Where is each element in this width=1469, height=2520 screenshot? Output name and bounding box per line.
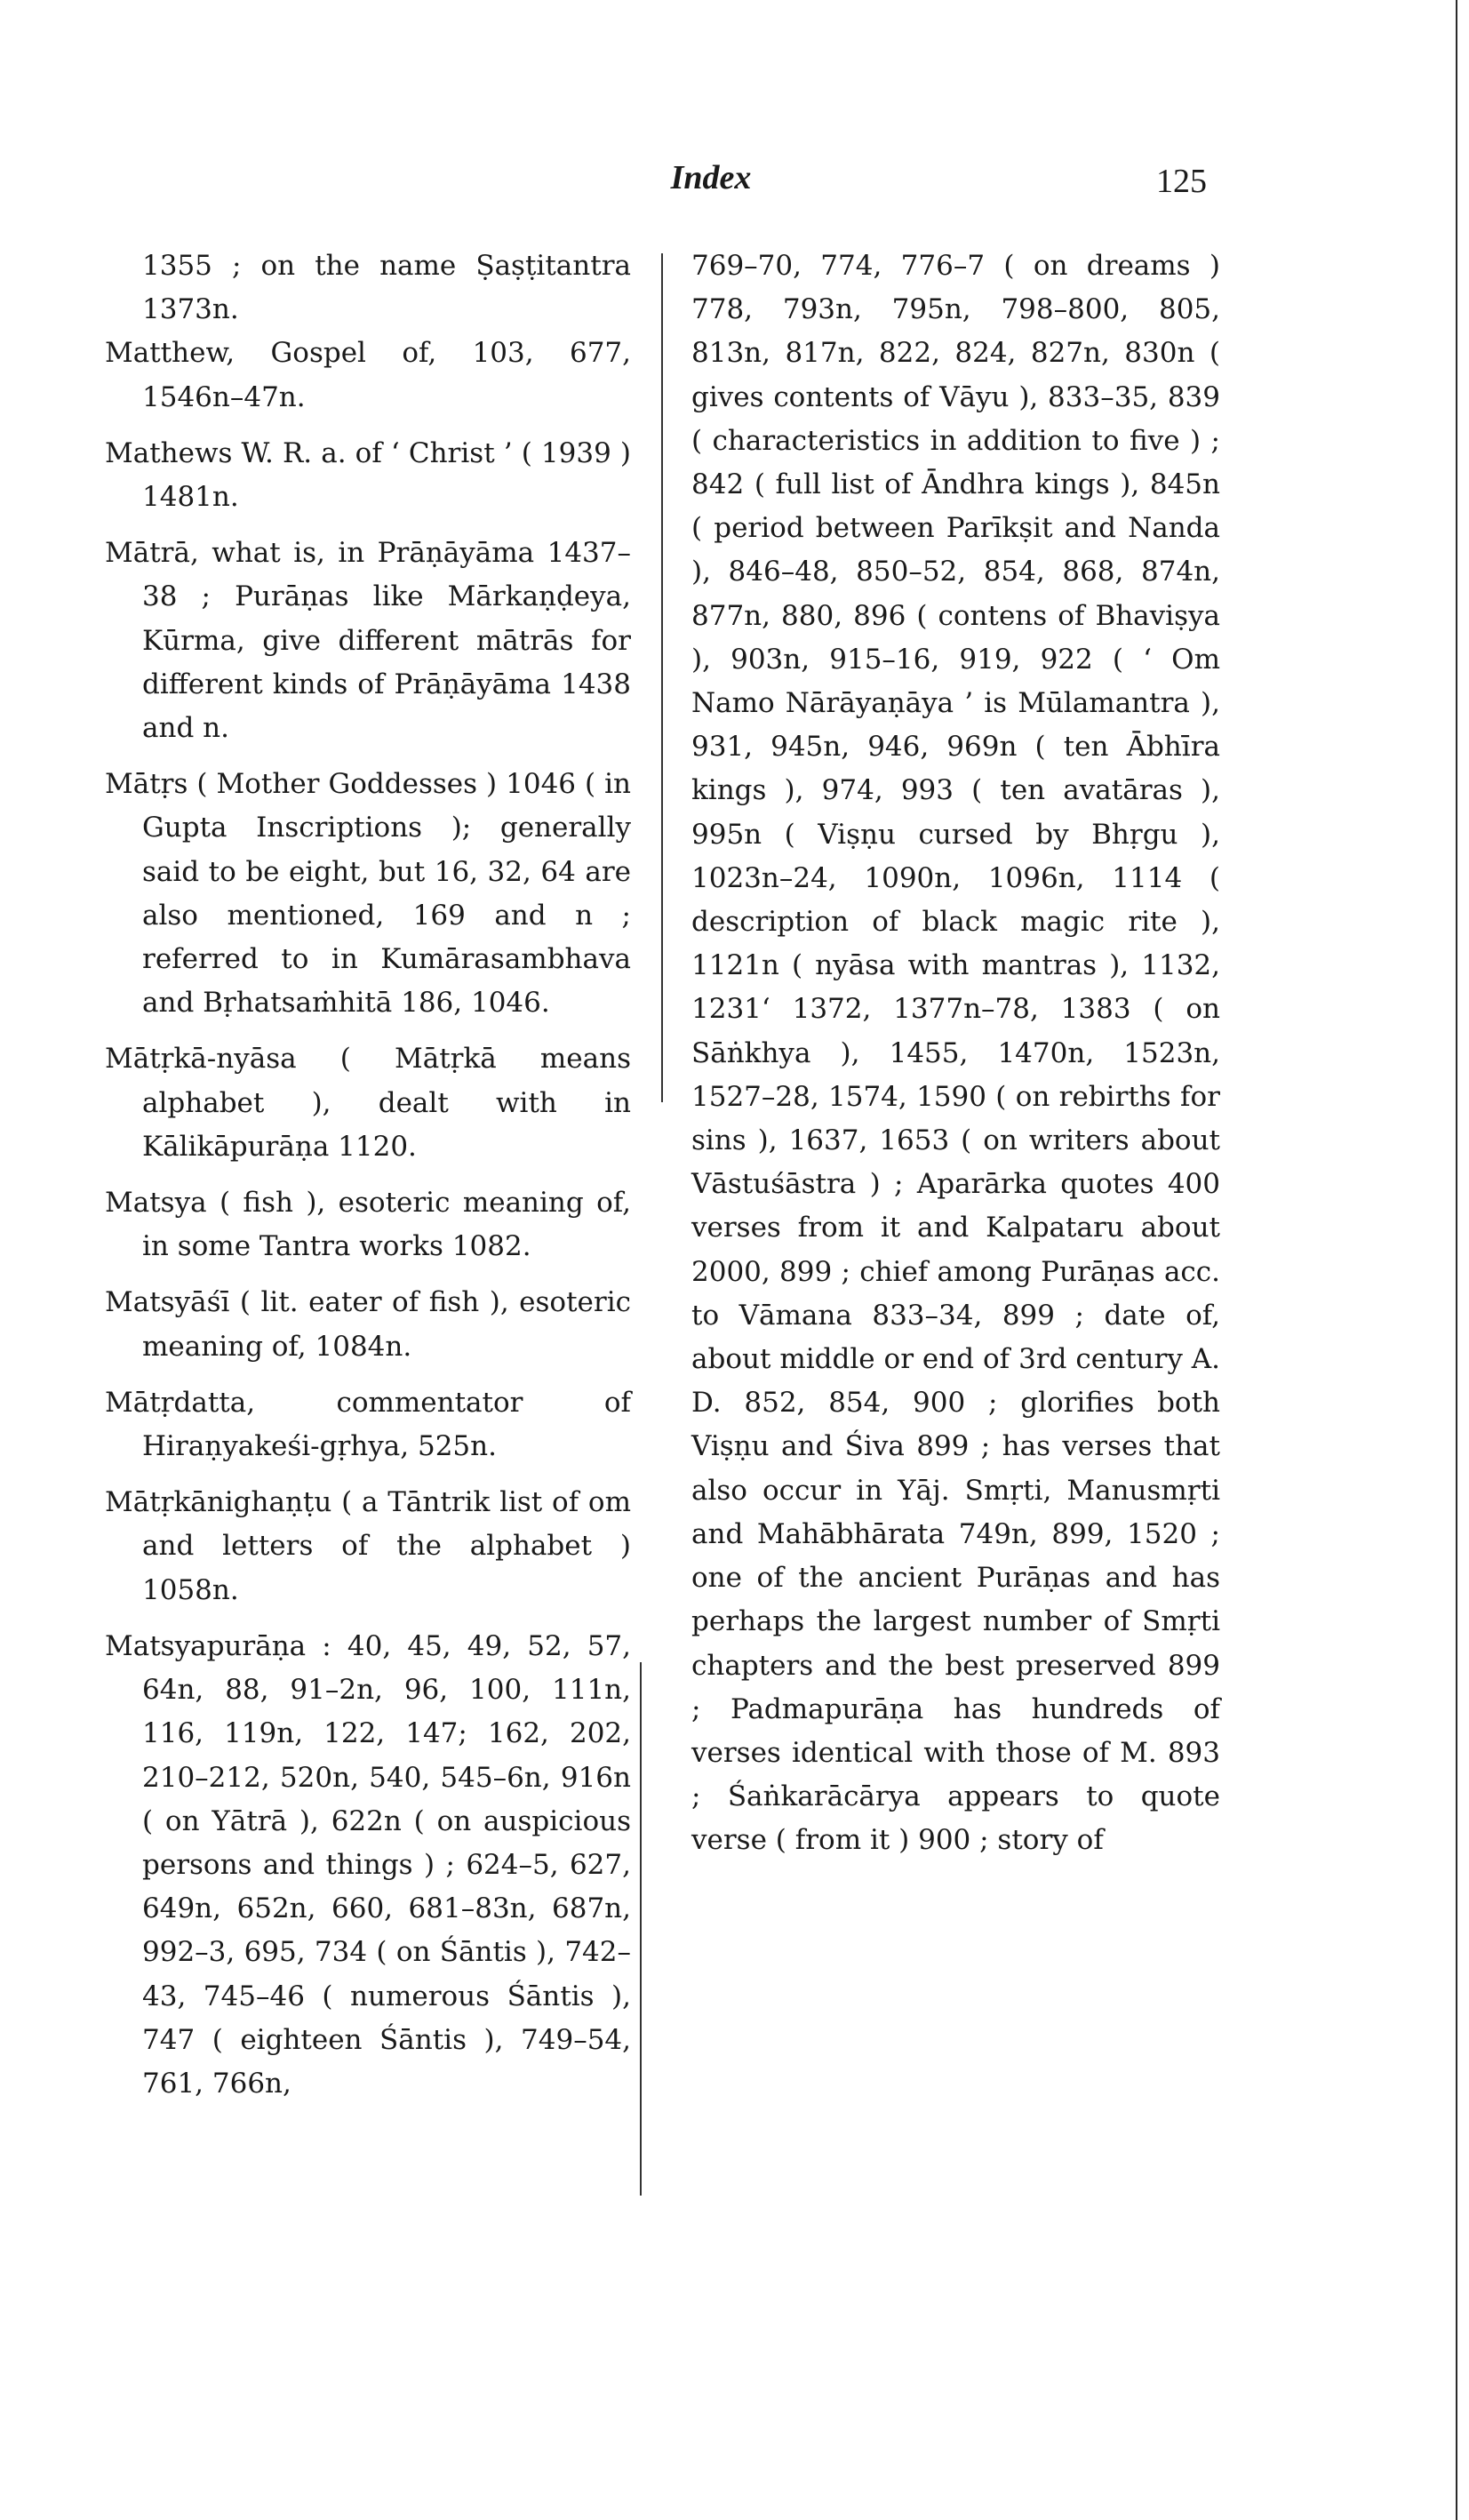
index-entry-matsya: Matsya ( fish ), esoteric meaning of, in some Tantra works 1082. — [105, 1187, 631, 1263]
index-entry-matrkanighantu: Mātṛkānighaṇṭu ( a Tāntrik list of om and letters of the alphabet ) 1058n. — [105, 1486, 631, 1606]
column-rule-upper — [661, 253, 663, 1102]
index-continuation: 1355 ; on the name Ṣaṣṭitantra 1373n. — [142, 250, 631, 326]
running-title: Index — [670, 159, 752, 196]
index-left-column — [105, 244, 631, 2118]
index-entry-matra: Mātrā, what is, in Prāṇāyāma 1437–38 ; Purāṇas like Mārkaṇḍeya, Kūrma, give different mātrās for different kinds of Prāṇāyāma 1438 and n. — [105, 537, 631, 745]
index-entry-matsyasi: Matsyāśī ( lit. eater of fish ), esoteric meaning of, 1084n. — [105, 1286, 631, 1363]
index-entry-mathews: Mathews W. R. a. of ‘ Christ ’ ( 1939 ) 1481n. — [105, 436, 631, 514]
index-entry-matrdatta: Mātṛdatta, commentator of Hiraṇyakeśi-gṛhya, 525n. — [105, 1386, 631, 1463]
index-entry-matsyapurana-continued: 769–70, 774, 776–7 ( on dreams ) 778, 793n, 795n, 798–800, 805, 813n, 817n, 822, 824, 827n, 830n ( gives contents of Vāyu ), 833–35, 839 ( characteristics in addition to five ) ; 842 ( full list of Āndhra kings ), 845n ( period between Parīkṣit and Nanda ), 846–48, 850–52, 854, 868, 874n, 877n, 880, 896 ( contens of Bhaviṣya ), 903n, 915–16, 919, 922 ( ‘ Om Namo Nārāyaṇāya ’ is Mūlamantra ), 931, 945n, 946, 969n ( ten Ābhīra kings ), 974, 993 ( ten avatāras ), 995n ( Viṣṇu cursed by Bhṛgu ), 1023n–24, 1090n, 1096n, 1114 ( description of black magic rite ), 1121n ( nyāsa with mantras ), 1132, 1231‘ 1372, 1377n–78, 1383 ( on Sāṅkhya ), 1455, 1470n, 1523n, 1527–28, 1574, 1590 ( on rebirths for sins ), 1637, 1653 ( on writers about Vāstuśāstra ) ; Aparārka quotes 400 verses from it and Kalpataru about 2000, 899 ; chief among Purāṇas acc. to Vāmana 833–34, 899 ; date of, about middle or end of 3rd century A. D. 852, 854, 900 ; glorifies both Viṣṇu and Śiva 899 ; has verses that also occur in Yāj. Smṛti, Manusmṛti and Mahābhārata 749n, 899, 1520 ; one of the ancient Purāṇas and has perhaps the largest number of Smṛti chapters and the best preserved 899 ; Padmapurāṇa has hundreds of verses identical with those of M. 893 ; Śaṅkarācārya appears to quote verse ( from it ) 900 ; story of — [691, 250, 1220, 1857]
page-number: 125 — [1156, 163, 1207, 200]
column-rule-lower — [640, 1662, 642, 2196]
index-entry-matrs: Mātṛs ( Mother Goddesses ) 1046 ( in Gupta Inscriptions ); generally said to be eight, but 16, 32, 64 are also mentioned, 169 and n ; referred to in Kumārasambhava and Bṛhatsaṁhitā 186, 1046. — [105, 768, 631, 1020]
index-entry-matrka-nyasa: Mātṛkā-nyāsa ( Mātṛkā means alphabet ), dealt with in Kālikāpurāṇa 1120. — [105, 1043, 631, 1163]
index-entry-matsyapurana: Matsyapurāṇa : 40, 45, 49, 52, 57, 64n, 88, 91–2n, 96, 100, 111n, 116, 119n, 122, 147; 162, 202, 210–212, 520n, 540, 545–6n, 916n ( on Yātrā ), 622n ( on auspicious persons and things ) ; 624–5, 627, 649n, 652n, 660, 681–83n, 687n, 992–3, 695, 734 ( on Śāntis ), 742–43, 745–46 ( numerous Śāntis ), 747 ( eighteen Śāntis ), 749–54, 761, 766n, — [105, 1629, 631, 2100]
index-entry-matthew: Matthew, Gospel of, 103, 677, 1546n–47n. — [105, 337, 631, 413]
page-edge-line — [1456, 0, 1457, 2520]
index-right-column — [691, 244, 1220, 1876]
